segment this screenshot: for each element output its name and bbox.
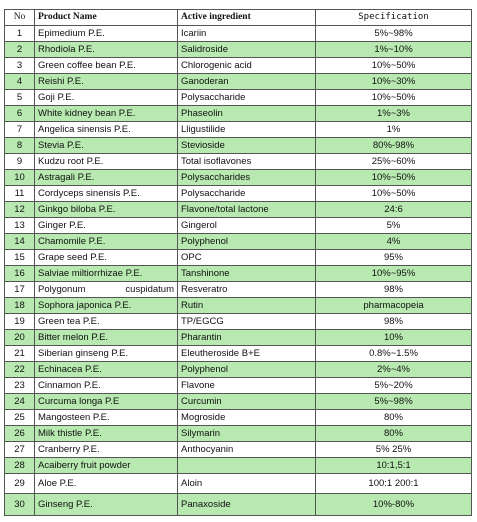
table-row [5, 74, 472, 90]
cell-specification: 10%~50% [316, 170, 472, 186]
table-row [5, 266, 472, 282]
cell-no: 28 [5, 458, 35, 474]
cell-no: 14 [5, 234, 35, 250]
cell-active-ingredient: Polyphenol [178, 234, 316, 250]
cell-active-ingredient: Stevioside [178, 138, 316, 154]
cell-no: 25 [5, 410, 35, 426]
cell-no: 23 [5, 378, 35, 394]
cell-product-name: Rhodiola P.E. [35, 42, 178, 58]
cell-product-name: Curcuma longa P.E [35, 394, 178, 410]
cell-no: 5 [5, 90, 35, 106]
cell-active-ingredient: Curcumin [178, 394, 316, 410]
column-header-product-name: Product Name [35, 10, 178, 26]
cell-no: 17 [5, 282, 35, 298]
table-row [5, 394, 472, 410]
table-row [5, 410, 472, 426]
table-row [5, 362, 472, 378]
cell-specification: 10% [316, 330, 472, 346]
cell-active-ingredient: Total isoflavones [178, 154, 316, 170]
cell-product-name: Mangosteen P.E. [35, 410, 178, 426]
cell-product-name: Chamomile P.E. [35, 234, 178, 250]
cell-active-ingredient: Polysaccharide [178, 186, 316, 202]
cell-active-ingredient: Polysaccharides [178, 170, 316, 186]
cell-active-ingredient: OPC [178, 250, 316, 266]
table-row [5, 442, 472, 458]
column-header-no: No [5, 10, 35, 26]
cell-product-name: Ginger P.E. [35, 218, 178, 234]
cell-no: 19 [5, 314, 35, 330]
table-row [5, 494, 472, 516]
cell-active-ingredient: Silymarin [178, 426, 316, 442]
cell-specification: 4% [316, 234, 472, 250]
cell-no: 29 [5, 474, 35, 494]
table-row [5, 314, 472, 330]
cell-active-ingredient: Flavone/total lactone [178, 202, 316, 218]
cell-no: 30 [5, 494, 35, 516]
cell-product-name: Grape seed P.E. [35, 250, 178, 266]
cell-no: 16 [5, 266, 35, 282]
cell-active-ingredient: Tanshinone [178, 266, 316, 282]
cell-specification: 5%~20% [316, 378, 472, 394]
column-header-active-ingredient: Active ingredient [178, 10, 316, 26]
cell-product-name: Cinnamon P.E. [35, 378, 178, 394]
cell-no: 13 [5, 218, 35, 234]
cell-product-name: Green tea P.E. [35, 314, 178, 330]
table-row [5, 250, 472, 266]
table-row [5, 186, 472, 202]
cell-specification: 10%~95% [316, 266, 472, 282]
cell-no: 26 [5, 426, 35, 442]
product-name-part: Polygonum [38, 283, 86, 295]
cell-active-ingredient: Aloin [178, 474, 316, 494]
cell-product-name: Stevia P.E. [35, 138, 178, 154]
cell-specification: 10%~50% [316, 58, 472, 74]
table-row [5, 122, 472, 138]
table-row [5, 378, 472, 394]
table-row [5, 26, 472, 42]
cell-active-ingredient: Polyphenol [178, 362, 316, 378]
cell-product-name: Echinacea P.E. [35, 362, 178, 378]
cell-product-name: Reishi P.E. [35, 74, 178, 90]
cell-product-name: Astragali P.E. [35, 170, 178, 186]
table-row [5, 426, 472, 442]
cell-no: 21 [5, 346, 35, 362]
cell-active-ingredient: Pharantin [178, 330, 316, 346]
cell-specification: 5% 25% [316, 442, 472, 458]
cell-active-ingredient: Rutin [178, 298, 316, 314]
cell-product-name: Green coffee bean P.E. [35, 58, 178, 74]
cell-specification: pharmacopeia [316, 298, 472, 314]
cell-product-name: Sophora japonica P.E. [35, 298, 178, 314]
cell-no: 20 [5, 330, 35, 346]
cell-no: 12 [5, 202, 35, 218]
cell-no: 18 [5, 298, 35, 314]
table-row [5, 90, 472, 106]
table-row [5, 234, 472, 250]
table-row [5, 346, 472, 362]
cell-no: 4 [5, 74, 35, 90]
cell-specification: 25%~60% [316, 154, 472, 170]
table-row [5, 298, 472, 314]
table-header-row [5, 10, 472, 26]
product-name-part: cuspidatum [125, 283, 174, 295]
cell-active-ingredient: Eleutheroside B+E [178, 346, 316, 362]
cell-product-name: Siberian ginseng P.E. [35, 346, 178, 362]
cell-specification: 98% [316, 282, 472, 298]
cell-product-name: Angelica sinensis P.E. [35, 122, 178, 138]
cell-specification: 80% [316, 426, 472, 442]
product-specification-table [4, 9, 472, 516]
cell-product-name: Cordyceps sinensis P.E. [35, 186, 178, 202]
cell-product-name: Kudzu root P.E. [35, 154, 178, 170]
cell-specification: 80% [316, 410, 472, 426]
cell-product-name: Aloe P.E. [35, 474, 178, 494]
cell-active-ingredient: TP/EGCG [178, 314, 316, 330]
cell-product-name: Ginkgo biloba P.E. [35, 202, 178, 218]
cell-no: 2 [5, 42, 35, 58]
cell-specification: 5% [316, 218, 472, 234]
cell-active-ingredient: Gingerol [178, 218, 316, 234]
cell-no: 27 [5, 442, 35, 458]
cell-active-ingredient: Icariin [178, 26, 316, 42]
cell-specification: 100:1 200:1 [316, 474, 472, 494]
table-row [5, 138, 472, 154]
cell-specification: 5%~98% [316, 394, 472, 410]
cell-specification: 0.8%~1.5% [316, 346, 472, 362]
table-row [5, 154, 472, 170]
cell-no: 9 [5, 154, 35, 170]
cell-specification: 5%~98% [316, 26, 472, 42]
cell-product-name [35, 282, 178, 298]
cell-no: 15 [5, 250, 35, 266]
cell-specification: 2%~4% [316, 362, 472, 378]
cell-active-ingredient: Phaseolin [178, 106, 316, 122]
cell-active-ingredient: Chlorogenic acid [178, 58, 316, 74]
cell-no: 6 [5, 106, 35, 122]
cell-product-name: Salviae miltiorrhizae P.E. [35, 266, 178, 282]
table-row [5, 458, 472, 474]
cell-product-name: Bitter melon P.E. [35, 330, 178, 346]
cell-active-ingredient: Anthocyanin [178, 442, 316, 458]
cell-active-ingredient: Salidroside [178, 42, 316, 58]
cell-product-name: Milk thistle P.E. [35, 426, 178, 442]
cell-specification: 10%~30% [316, 74, 472, 90]
cell-specification: 1%~10% [316, 42, 472, 58]
table-body [5, 26, 472, 516]
cell-product-name: Cranberry P.E. [35, 442, 178, 458]
table-row [5, 202, 472, 218]
cell-active-ingredient: Polysaccharide [178, 90, 316, 106]
cell-no: 24 [5, 394, 35, 410]
cell-no: 8 [5, 138, 35, 154]
column-header-specification: Specification [316, 10, 472, 26]
table-row [5, 170, 472, 186]
cell-no: 10 [5, 170, 35, 186]
cell-product-name: Acaiberry fruit powder [35, 458, 178, 474]
cell-no: 3 [5, 58, 35, 74]
cell-no: 1 [5, 26, 35, 42]
table-row [5, 218, 472, 234]
cell-active-ingredient: Flavone [178, 378, 316, 394]
table-row [5, 106, 472, 122]
cell-specification: 98% [316, 314, 472, 330]
cell-specification: 10%-80% [316, 494, 472, 516]
cell-active-ingredient: Panaxoside [178, 494, 316, 516]
cell-specification: 10%~50% [316, 186, 472, 202]
cell-specification: 80%-98% [316, 138, 472, 154]
cell-no: 7 [5, 122, 35, 138]
table-row [5, 330, 472, 346]
cell-product-name: White kidney bean P.E. [35, 106, 178, 122]
cell-active-ingredient: Ganoderan [178, 74, 316, 90]
table-row [5, 282, 472, 298]
cell-specification: 10:1,5:1 [316, 458, 472, 474]
table-row [5, 58, 472, 74]
cell-active-ingredient: Resveratro [178, 282, 316, 298]
cell-active-ingredient: Mogroside [178, 410, 316, 426]
cell-active-ingredient: Lligustilide [178, 122, 316, 138]
table-row [5, 474, 472, 494]
cell-no: 11 [5, 186, 35, 202]
cell-specification: 1%~3% [316, 106, 472, 122]
table-row [5, 42, 472, 58]
cell-specification: 10%~50% [316, 90, 472, 106]
cell-no: 22 [5, 362, 35, 378]
cell-product-name: Goji P.E. [35, 90, 178, 106]
cell-specification: 24:6 [316, 202, 472, 218]
cell-specification: 95% [316, 250, 472, 266]
cell-active-ingredient [178, 458, 316, 474]
cell-specification: 1% [316, 122, 472, 138]
cell-product-name: Epimedium P.E. [35, 26, 178, 42]
cell-product-name: Ginseng P.E. [35, 494, 178, 516]
